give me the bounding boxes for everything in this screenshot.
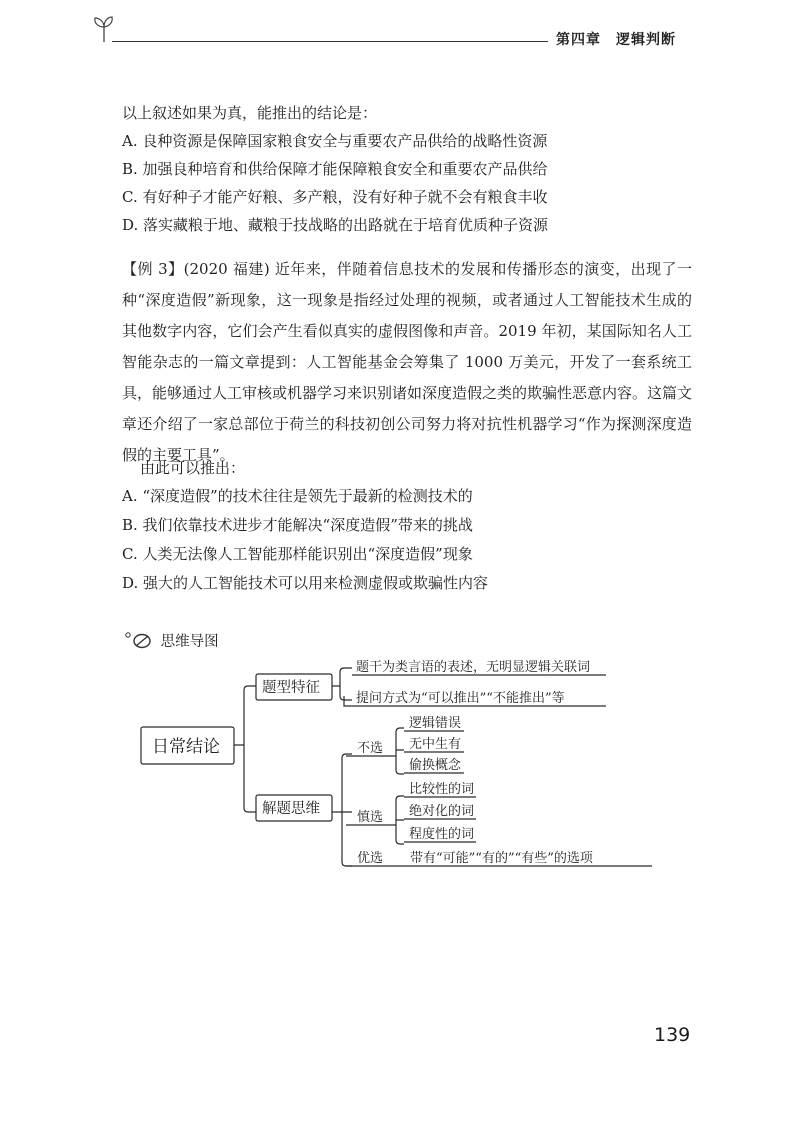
type-feature-item-1: 题干为类言语的表述，无明显逻辑关联词	[356, 660, 591, 675]
chapter-title: 第四章 逻辑判断	[556, 32, 676, 48]
type-features-label: 题型特征	[262, 680, 320, 696]
option-a: A. 良种资源是保障国家粮食安全与重要农产品供给的战略性资源	[122, 132, 548, 150]
caution-item-1: 比较性的词	[409, 782, 475, 797]
exclude-label: 不选	[357, 741, 384, 756]
example-option-a: A. “深度造假”的技术往往是领先于最新的检测技术的	[122, 487, 473, 505]
example-option-c: C. 人类无法像人工智能那样能识别出“深度造假”现象	[122, 545, 473, 563]
solving-approach-label: 解题思维	[262, 801, 320, 817]
mindmap-title-text: 思维导图	[160, 634, 219, 650]
exclude-item-1: 逻辑错误	[409, 716, 462, 731]
page-number: 139	[654, 1024, 691, 1046]
prefer-item: 带有“可能”“有的”“有些”的选项	[410, 851, 593, 866]
exclude-item-3: 偷换概念	[409, 758, 462, 773]
option-d: D. 落实藏粮于地、藏粮于技战略的出路就在于培育优质种子资源	[122, 216, 549, 234]
caution-item-2: 绝对化的词	[409, 804, 475, 819]
example-passage: 【例 3】(2020 福建) 近年来，伴随着信息技术的发展和传播形态的演变，出现了一种“深度造假”新现象，这一现象是指经过处理的视频，或者通过人工智能技术生成的其他数字内容，它们会产生看似真实的虚假图像和声音。2019 年初，某国际知名人工智能杂志的一篇文章提到：人工智能基金会筹集了 1000 万美元，开发了一套系统工具，能够通过人工审核或机器学习来识别诸如深度造假之类的欺骗性恶意内容。这篇文章还介绍了一家总部位于荷兰的科技初创公司努力将对抗性机器学习“作为探测深度造假的主要工具”。	[122, 260, 693, 464]
prefer-label: 优选	[357, 851, 384, 866]
example-option-b: B. 我们依靠技术进步才能解决“深度造假”带来的挑战	[122, 516, 473, 534]
option-b: B. 加强良种培育和供给保障才能保障粮食安全和重要农产品供给	[122, 160, 548, 178]
exclude-item-2: 无中生有	[409, 737, 462, 752]
caution-label: 慎选	[357, 810, 384, 825]
question-stem: 以上叙述如果为真，能推出的结论是：	[122, 104, 378, 122]
type-feature-item-2: 提问方式为“可以推出”“不能推出”等	[356, 691, 565, 706]
caution-item-3: 程度性的词	[409, 827, 475, 842]
example-stem: 由此可以推出：	[140, 459, 246, 477]
root-label: 日常结论	[152, 737, 220, 757]
option-c: C. 有好种子才能产好粮、多产粮，没有好种子就不会有粮食丰收	[122, 188, 548, 206]
example-option-d: D. 强大的人工智能技术可以用来检测虚假或欺骗性内容	[122, 574, 489, 592]
